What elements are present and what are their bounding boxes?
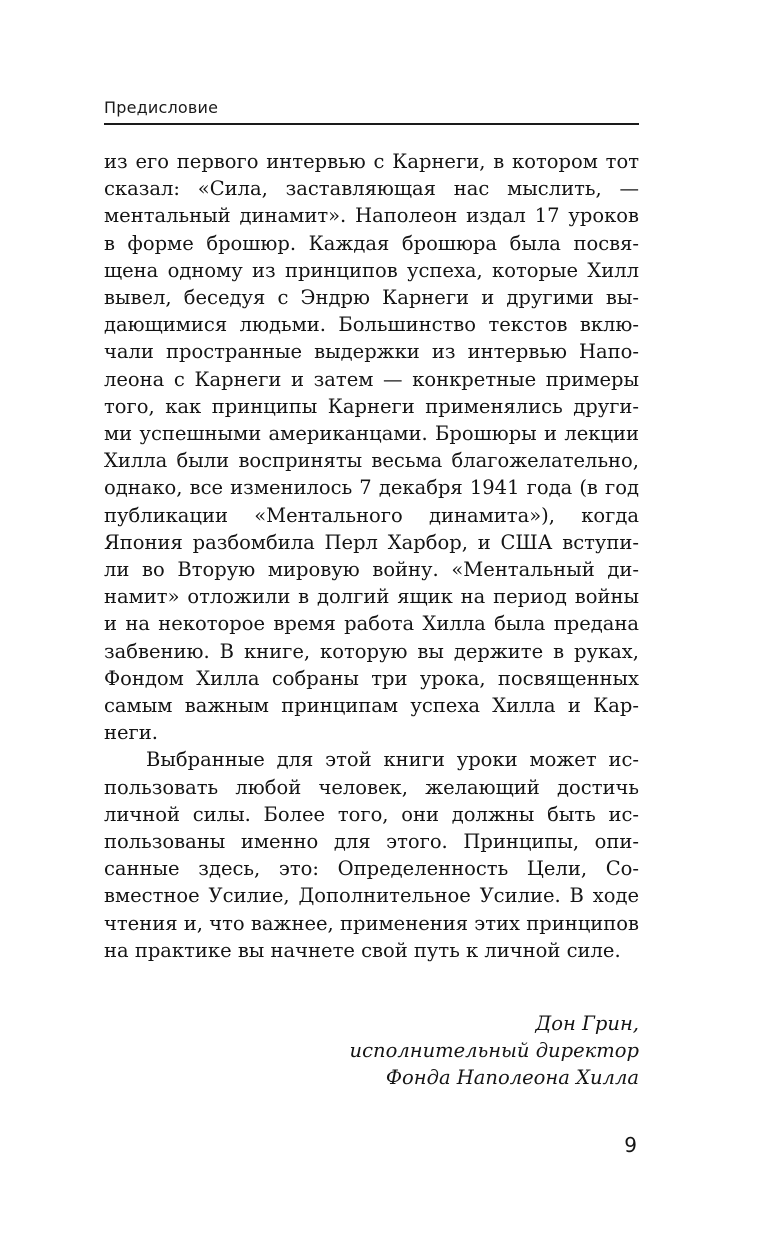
text-line: Фондом Хилла собраны три урока, посвященных [104,666,639,690]
text-line: неги. [104,721,158,745]
text-line: ми успешными американцами. Брошюры и лекции [104,422,639,446]
text-line: публикации «Ментального динамита»), когда [104,503,639,527]
text-line: пользованы именно для этого. Принципы, опи- [104,830,639,854]
text-line: ли во Вторую мировую войну. «Ментальный ди- [104,558,639,582]
text-line: чали пространные выдержки из интервью Напо- [104,340,639,364]
text-line: Выбранные для этой книги уроки может ис- [146,748,639,772]
text-line: того, как принципы Карнеги применялись други- [104,394,639,418]
text-line: однако, все изменилось 7 декабря 1941 года (в год [104,476,639,500]
text-line: вместное Усилие, Дополнительное Усилие. В ходе [104,884,639,908]
text-line: из его первого интервью с Карнеги, в котором тот [104,150,639,173]
signature-block [350,1010,639,1092]
text-line: леона с Карнеги и затем — конкретные примеры [104,367,639,391]
text-line: дающимися людьми. Большинство текстов вклю- [104,313,639,337]
text-line: забвению. В книге, которую вы держите в руках, [104,639,639,663]
text-line: Хилла были восприняты весьма благожелательно, [104,449,639,473]
text-line: пользовать любой человек, желающий достичь [104,775,639,799]
text-line: сказал: «Сила, заставляющая нас мыслить, — [104,177,639,201]
text-line: Япония разбомбила Перл Харбор, и США вступи- [104,530,639,554]
text-line: щена одному из принципов успеха, которые Хилл [104,258,639,282]
signature-organization: Фонда Наполеона Хилла [385,1066,639,1090]
signature-name: Дон Грин, [535,1012,639,1035]
page-number: 9 [624,1133,637,1157]
paragraph-1 [104,148,639,746]
text-line: на практике вы начнете свой путь к личной силе. [104,938,621,962]
text-line: самым важным принципам успеха Хилла и Кар- [104,694,639,718]
running-header: Предисловие [104,98,219,117]
signature-role: исполнительный директор [349,1039,639,1063]
text-line: личной силы. Более того, они должны быть ис- [104,802,639,826]
paragraph-2 [104,746,639,964]
text-line: ментальный динамит». Наполеон издал 17 уроков [104,204,639,228]
text-line: в форме брошюр. Каждая брошюра была посвя- [104,231,639,255]
header-rule [104,123,639,125]
text-line: вывел, беседуя с Эндрю Карнеги и другими вы- [104,286,639,310]
text-line: санные здесь, это: Определенность Цели, Со- [104,857,639,881]
body-text [104,148,639,964]
text-line: намит» отложили в долгий ящик на период войны [104,585,639,609]
text-line: чтения и, что важнее, применения этих принципов [104,911,639,935]
text-line: и на некоторое время работа Хилла была предана [104,612,639,636]
